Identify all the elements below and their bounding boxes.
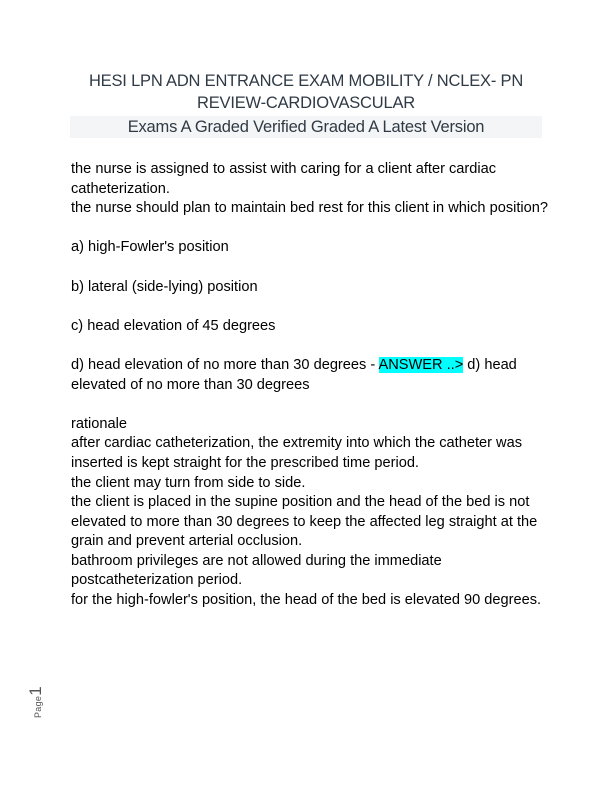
document-title: HESI LPN ADN ENTRANCE EXAM MOBILITY / NCLEX- PN REVIEW-CARDIOVASCULAR [88, 72, 524, 112]
rationale-line: bathroom privileges are not allowed during the immediate postcatheterization period. [71, 552, 442, 589]
rationale-line: for the high-fowler's position, the head of the bed is elevated 90 degrees. [71, 592, 542, 609]
page-number-marker [26, 686, 46, 718]
option-d-text: d) head elevation of no more than 30 degrees - [71, 356, 379, 373]
page-number: 1 [26, 686, 45, 696]
spacer [71, 219, 551, 239]
rationale-heading: rationale [71, 415, 127, 432]
option-c: c) head elevation of 45 degrees [71, 317, 276, 334]
document-subtitle: Exams A Graded Verified Graded A Latest Version [70, 116, 542, 138]
document-header [70, 70, 542, 138]
question-line-2: the nurse should plan to maintain bed rest for this client in which position? [71, 200, 549, 217]
rationale-line: the client may turn from side to side. [71, 474, 306, 491]
spacer [71, 258, 551, 278]
question-line-1: the nurse is assigned to assist with caring for a client after cardiac catheterization. [71, 161, 497, 197]
answer-highlight: ANSWER ..> [378, 356, 464, 373]
option-d [71, 356, 551, 395]
spacer [71, 336, 551, 356]
document-body [71, 160, 551, 611]
option-a: a) high-Fowler's position [71, 239, 229, 256]
option-d-answer: d) head elevated of no more than 30 degrees [71, 356, 517, 393]
rationale-line: after cardiac catheterization, the extremity into which the catheter was inserted is kept straight for the prescribed time period. [71, 435, 523, 471]
rationale-line: the client is placed in the supine position and the head of the bed is not elevated to more than 30 degrees to keep the affected leg straight at the grain and prevent arterial occlusion. [71, 494, 538, 550]
spacer [71, 395, 551, 415]
page-label: Page [33, 695, 43, 718]
spacer [71, 297, 551, 317]
option-b: b) lateral (side-lying) position [71, 278, 258, 295]
